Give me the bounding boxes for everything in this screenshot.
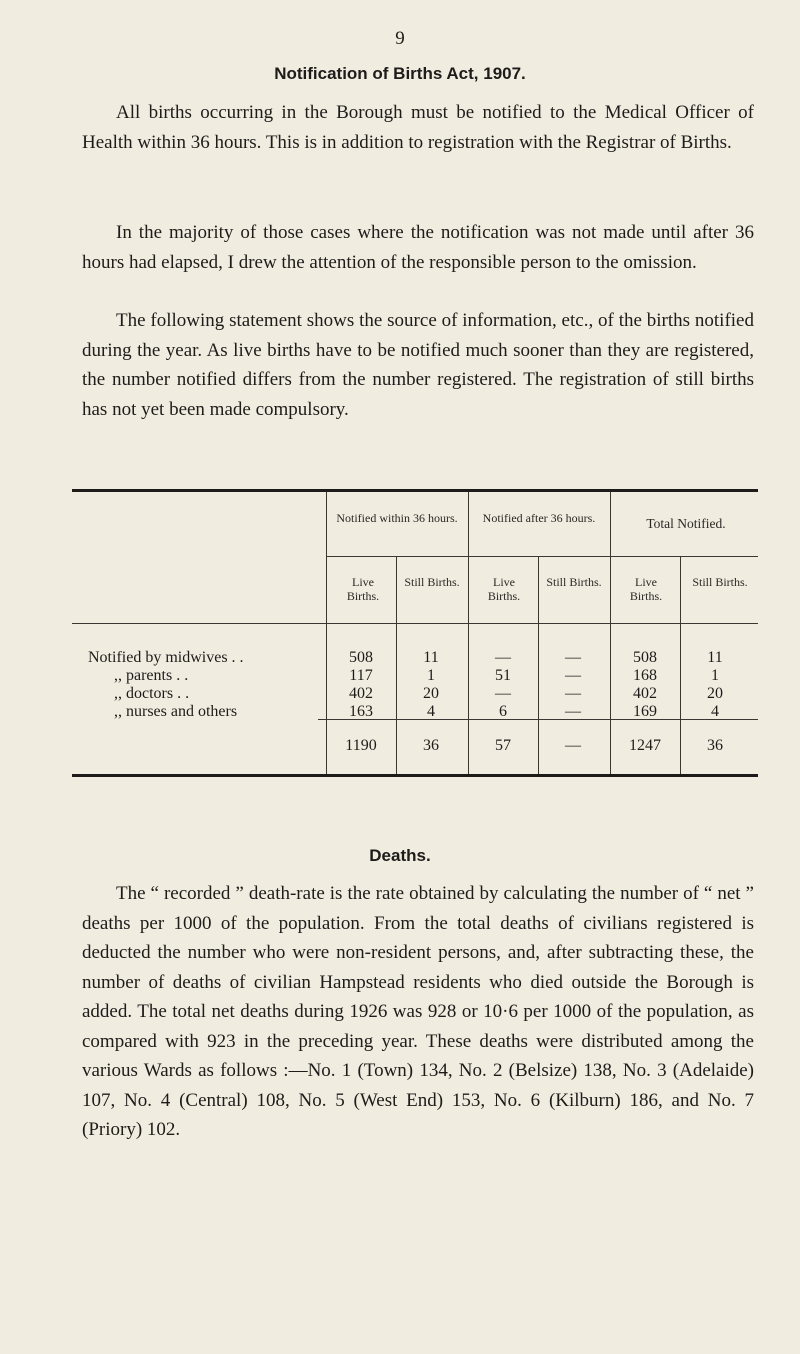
- total-cell: 1247: [629, 737, 661, 754]
- total-cell: 57: [495, 737, 511, 754]
- total-cell: 1190: [345, 737, 377, 754]
- table-cell: —: [495, 685, 511, 702]
- table-cell: —: [565, 703, 581, 720]
- column-divider: [468, 492, 469, 774]
- table-cell: 402: [349, 685, 373, 702]
- row-label-midwives: Notified by midwives . .: [88, 649, 244, 666]
- table-cell: 1: [427, 667, 435, 684]
- table-cell: 11: [707, 649, 723, 666]
- table-cell: —: [495, 649, 511, 666]
- subheader-within-live: Live Births.: [346, 575, 380, 603]
- table-cell: 117: [349, 667, 373, 684]
- table-cell: 163: [349, 703, 373, 720]
- subheader-within-still: Still Births.: [404, 575, 460, 589]
- table-cell: 20: [707, 685, 723, 702]
- table-top-rule: [72, 489, 758, 492]
- table-cell: 508: [633, 649, 657, 666]
- header-total-notified: Total Notified.: [646, 516, 726, 531]
- header-notified-within: Notified within 36 hours.: [336, 511, 458, 525]
- table-cell: 402: [633, 685, 657, 702]
- subheader-total-live: Live Births.: [629, 575, 663, 603]
- deaths-heading: Deaths.: [369, 846, 431, 865]
- row-label-nurses: ,, nurses and others: [114, 703, 238, 720]
- subheader-after-live: Live Births.: [487, 575, 521, 603]
- table-cell: 4: [711, 703, 719, 720]
- header-bottom-rule: [72, 623, 758, 624]
- paragraph-notification: All births occurring in the Borough must be notified to the Medical Officer of Health within 36 hours. This is in addition to registration with the Registrar of Births.: [82, 102, 754, 153]
- row-label-doctors: ,, doctors . .: [114, 685, 190, 702]
- table-cell: 4: [427, 703, 435, 720]
- total-cell: 36: [707, 737, 723, 754]
- table-cell: —: [565, 667, 581, 684]
- table-cell: 1: [711, 667, 719, 684]
- table-bottom-rule: [72, 774, 758, 777]
- table-cell: 508: [349, 649, 373, 666]
- table-cell: 6: [499, 703, 507, 720]
- page-number: 9: [395, 28, 405, 49]
- paragraph-majority: In the majority of those cases where the notification was not made until after 36 hours had elapsed, I drew the attention of the responsible person to the omission.: [82, 222, 754, 273]
- subheader-after-still: Still Births.: [546, 575, 602, 589]
- table-cell: 51: [495, 667, 511, 684]
- table-cell: 11: [423, 649, 439, 666]
- table-cell: 20: [423, 685, 439, 702]
- table-cell: 168: [633, 667, 657, 684]
- births-heading: Notification of Births Act, 1907.: [274, 64, 526, 83]
- paragraph-deaths: The “ recorded ” death-rate is the rate obtained by calculating the number of “ net ” deaths per 1000 of the population. From the total deaths of civilians registered is deducted the number who were non-resident persons, and, after subtracting these, the number of deaths of civilian Hampstead residents who died outside the Borough is added. The total net deaths during 1926 was 928 or 10·6 per 1000 of the population, as compared with 923 in the preceding year. These deaths were distributed among the various Wards as follows :—No. 1 (Town) 134, No. 2 (Belsize) 138, No. 3 (Adelaide) 107, No. 4 (Central) 108, No. 5 (West End) 153, No. 6 (Kilburn) 186, and No. 7 (Priory) 102.: [82, 883, 754, 1140]
- paragraph-statement: The following statement shows the source of information, etc., of the births notified during the year. As live births have to be notified much sooner than they are registered, the number notified differs from the number registered. The registration of still births has not yet been made compulsory.: [82, 310, 754, 420]
- header-notified-after: Notified after 36 hours.: [482, 511, 596, 525]
- table-cell: —: [565, 649, 581, 666]
- subheader-total-still: Still Births.: [692, 575, 748, 589]
- column-divider: [326, 492, 327, 774]
- table-cell: —: [565, 685, 581, 702]
- row-label-parents: ,, parents . .: [114, 667, 189, 684]
- total-cell: —: [565, 737, 581, 754]
- group-header-rule: [326, 556, 758, 557]
- column-divider: [610, 492, 611, 774]
- total-cell: 36: [423, 737, 439, 754]
- table-cell: 169: [633, 703, 657, 720]
